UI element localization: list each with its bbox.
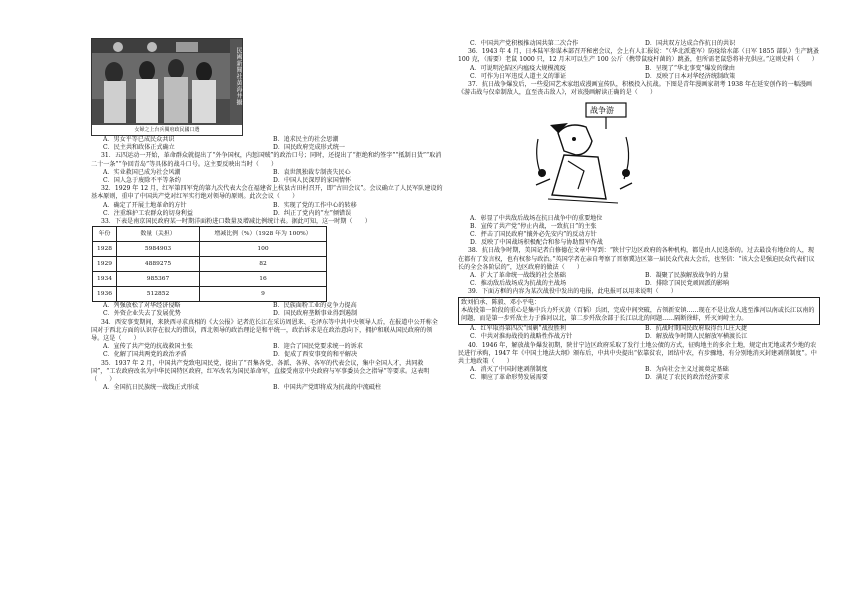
q32-option-c[interactable]: C．注重维护工农群众的切身利益: [103, 209, 193, 217]
q39-text: 39．下面方框的内容为某次战役中发出的电报，此电报可以用来说明（ ）: [468, 288, 677, 296]
q37-option-c[interactable]: C．抨击了国民政府“攘外必先安内”的反动方针: [470, 231, 597, 239]
table-cell: 5984903: [117, 242, 200, 257]
q33-option-d[interactable]: D．国民政府垄断事业得到遏制: [273, 310, 358, 318]
table-row: [93, 287, 327, 302]
left-column: [91, 38, 443, 392]
table-cell: 1936: [93, 287, 117, 302]
q33-options: [91, 302, 443, 318]
table-header-year: 年份: [93, 227, 117, 242]
q33-text: 33．下表是南京国民政府某一时期洋面粉进口数量及增减比例统计表。据此可知，这一时期（ ）: [101, 218, 371, 226]
q40-option-b[interactable]: B．为向社会主义过渡奠定基础: [645, 366, 729, 374]
q35-option-a[interactable]: A．全国抗日民族统一战线正式形成: [103, 384, 199, 392]
table-cell: 1929: [93, 257, 117, 272]
q40-option-a[interactable]: A．消灭了中国封建剥削制度: [470, 366, 548, 374]
q34-option-c[interactable]: C．化解了国共两党的政治矛盾: [103, 351, 187, 359]
q38-option-a[interactable]: A．扩大了革命统一战线的社会基础: [470, 272, 566, 280]
q34-option-d[interactable]: D．促成了西安事变的和平解决: [273, 351, 358, 359]
photo-image: [92, 39, 230, 125]
q38-option-b[interactable]: B．凝聚了民族解放战争的力量: [645, 272, 729, 280]
q33-option-a[interactable]: A．列强放松了对华经济侵略: [103, 302, 181, 310]
q35-option-b[interactable]: B．中国共产党即将成为抗战的中流砥柱: [273, 384, 382, 392]
q38-option-c[interactable]: C．推动敌后战场成为抗战的主战场: [470, 280, 567, 288]
q32-option-d[interactable]: D．纠正了党内的“左”倾错误: [273, 209, 352, 217]
q35-option-d[interactable]: D．国共双方达成合作抗日的共识: [645, 40, 736, 47]
q34-text: 34．西安事变期间，来陕西寻求真相的《大公报》记者范长江在采访周恩来、毛泽东等中共中央领导人后，在报道中公开称全国对于西北方面的认识存在很大的错误，西北领导的政治理论是和平统一，政治诉求是在政治意向下，拥护和联从国民政府的领导。这是（ ）: [91, 318, 438, 343]
q30-options: [91, 136, 443, 152]
table-cell: 9: [200, 287, 327, 302]
q37-option-a[interactable]: A．彰显了中共敌后战场在抗日战争中的重要地位: [470, 214, 603, 222]
q36-options: [458, 65, 820, 81]
q32-options: [91, 202, 443, 218]
table-cell: 1928: [93, 242, 117, 257]
telegram-box: 致刘伯承、陈毅、邓小平电： 本战役第一阶段的重心是集中兵力歼灭黄（百韬）兵团，完成中间突破，占领新安镇……现在不是让敌人逃至淮河以南或长江以南的问题，而是第一步歼敌主力于淮河以北，第二步歼敌余部于长江以北的问题……隔断徐蚌，歼灭刘峙主力。: [458, 297, 820, 326]
guerrilla-cartoon: [528, 99, 640, 209]
right-column: [458, 40, 820, 383]
q35-text: 35．1937 年 2 月，中国共产党致电国民党，提出了“召集各党、各派、各界、各军的代表会议，集中全国人才，共同救国”，“工农政府改名为中华民国特区政府，红军改名为国民革命军，直接受南京中央政府与军事委员会之指导”等要求。这表明（ ）: [91, 359, 430, 384]
q37-text: 37．抗日战争爆发后，一些爱国艺术家组成漫画宣传队，积极投入抗战。下图是青年漫画家胡考 1938 年在延安创作的一幅漫画《游击战与仅牵制敌人，直至丧击敌人》，对该漫画解读正确的是（ ）: [458, 81, 813, 97]
q31-option-c[interactable]: C．国人急于废除不平等条约: [103, 177, 181, 185]
q36-option-c[interactable]: C．可作为日军违反人道主义的罪证: [470, 72, 567, 80]
q36-option-b[interactable]: B．呈现了“华北事变”爆发的缘由: [645, 64, 735, 72]
table-cell: 1934: [93, 272, 117, 287]
table-row: [93, 257, 327, 272]
q32-text: 32．1929 年 12 月，红军第四军党的第九次代表大会在福建省上杭县古田村召开，即“古田会议”。会议确立了人民军队建设的基本原则，重申了中国共产党对红军实行绝对领导的原则。此次会议（ ）: [91, 185, 443, 201]
table-header-ratio: 增减比例（%）（1928 年为 100%）: [200, 227, 327, 242]
q39-option-a[interactable]: A．红军取得第四次“围剿”战役胜利: [470, 325, 566, 333]
table-row: [93, 272, 327, 287]
table-row: [93, 242, 327, 257]
q36-option-d[interactable]: D．反映了日本对华经济统制政策: [645, 72, 736, 80]
q37-options: [458, 215, 820, 248]
q37-option-b[interactable]: B．宣传了共产党“停止内战，一致抗日”的主张: [470, 222, 597, 230]
flour-import-table: [92, 226, 327, 302]
q31-option-d[interactable]: D．中国人民深厚的家国情怀: [273, 177, 352, 185]
table-cell: 4889275: [117, 257, 200, 272]
table-cell: 100: [200, 242, 327, 257]
q38-text: 38．抗日战争时期，美国记者白修德在文章中写到：“陕甘宁边区政府的各种机构，都是由人民选举的。过去最没有地位的人，现在都有了发言权，也有权参与政治。”英国学者在亲自考察了晋察冀边区第一届民众代表大会后，也坚信：“该大会是强迫民众代表们议长的全会各阶层的”，边区政府的做法（ ）: [458, 247, 815, 271]
q34-option-b[interactable]: B．迎合了国民党要求统一的诉求: [273, 343, 363, 351]
q31-option-a[interactable]: A．实业救国已成为社会风潮: [103, 168, 181, 176]
q31-option-b[interactable]: B．袁世凯独裁专制丧失民心: [273, 168, 351, 176]
photo-side-label: 民國新聞社黃海井攝: [235, 47, 242, 106]
q34-options: [91, 343, 443, 359]
table-cell: 512852: [117, 287, 200, 302]
q33-option-c[interactable]: C．外资企业失去了发展优势: [103, 310, 181, 318]
q35-options-ab: [91, 384, 443, 392]
q32-option-b[interactable]: B．实现了党的工作中心的转移: [273, 201, 357, 209]
q40-option-d[interactable]: D．满足了农民的政治经济要求: [645, 374, 730, 382]
q33-option-b[interactable]: B．民族面粉工业的竞争力提高: [273, 302, 357, 310]
q40-options: [458, 366, 820, 382]
q37-option-d[interactable]: D．反映了中国战场积极配合和参与协助盟军作战: [470, 239, 603, 247]
table-header-row: [93, 227, 327, 242]
table-cell: 16: [200, 272, 327, 287]
table-cell: 82: [200, 257, 327, 272]
q31-options: [91, 169, 443, 185]
q38-options: [458, 272, 820, 288]
q36-text: 36．1943 年 4 月，日本陆军参谋本部召开秘密会议，会上有人汇报说：“（华北派遣军）防疫给水部（日军 1855 部队）生产跳蚤 100 克，（需要）老鼠 1000 只，12 月末可以生产 100 公斤（携带鼠疫杆菌的）跳蚤，但所需老鼠恐将补充供应。”这则史料（ ）: [458, 48, 819, 64]
q39-option-c[interactable]: C．中共对淮海战役的战略性作战方针: [470, 333, 573, 341]
q36-option-a[interactable]: A．可说明沦陷区内瘟疫大规模流疫: [470, 64, 566, 72]
q35-options-cd: [458, 40, 820, 48]
q30-option-b[interactable]: B．追求民主的社会思潮: [273, 136, 339, 143]
q40-option-c[interactable]: C．顺应了革命形势发展需要: [470, 374, 548, 382]
photo-caption: 女婦之上台兵閱府政民國口選: [92, 125, 242, 135]
q35-option-c[interactable]: C．中国共产党积极推动国共第二次合作: [470, 40, 579, 47]
table-cell: 985367: [117, 272, 200, 287]
q30-option-d[interactable]: D．国民政府完成形式统一: [273, 144, 345, 152]
q39-options: [458, 325, 820, 341]
q32-option-a[interactable]: A．确定了开展土地革命的方针: [103, 201, 187, 209]
q31-text: 31．五四运动一开始，革命群众就提出了“外争国权，内惩国贼”的政治口号；同时，还提出了“拒绝和约签字”“抵制日货”“取消二十一条”“争回青岛”等具体的战斗口号。这主要反映出当时（ ）: [91, 152, 442, 168]
q34-option-a[interactable]: A．宣传了共产党的抗战救国主张: [103, 343, 193, 351]
cartoon-sign-text: 战争游: [590, 106, 614, 116]
q38-option-d[interactable]: D．排除了国民党顽固派的影响: [645, 280, 730, 288]
q30-option-c[interactable]: C．民主共和政体正式确立: [103, 144, 175, 152]
q39-option-d[interactable]: D．解放战争时期人民解放军横渡长江: [645, 333, 748, 341]
table-header-quantity: 数量（关担）: [117, 227, 200, 242]
q40-text: 40．1946 年，解放战争爆发初期，陕甘宁边区政府采取了发行土地公债的方式，征购地主的多余土地，规定由无地或者少地的农民进行承购，1947 年《中国土地法大纲》颁布后，中共中央提出“依靠贫农，团结中农，有步骤地、有分别地消灭封建剥削制度”。中共土地政策（ ）: [458, 341, 817, 366]
q30-option-a[interactable]: A．男女平等已成民众共识: [103, 136, 175, 143]
historical-photo: [91, 38, 243, 136]
q39-option-b[interactable]: B．抗战时期国民政府取得台儿庄大捷: [645, 325, 747, 333]
